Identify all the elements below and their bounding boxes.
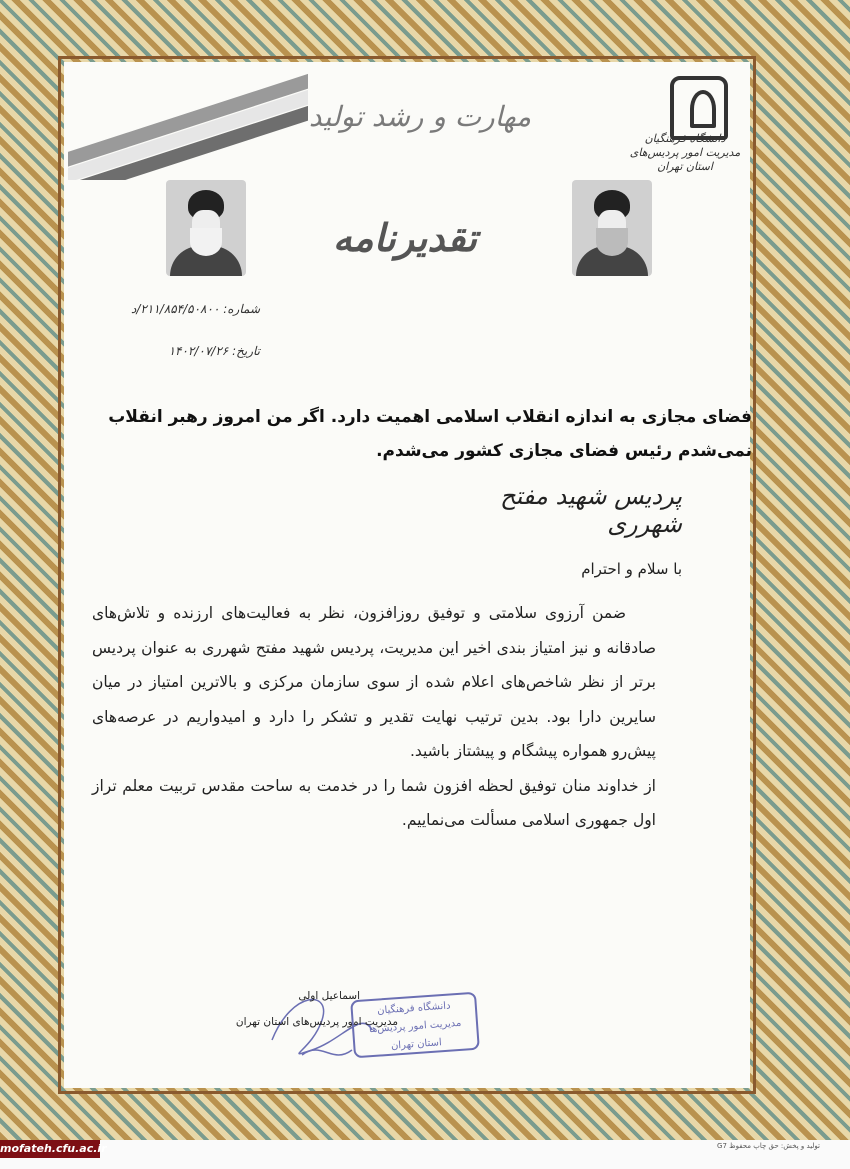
number-label: شماره: (223, 302, 260, 316)
greeting: با سلام و احترام (581, 560, 682, 578)
stamp-line-2: مدیریت امور پردیس‌ها (368, 1017, 462, 1036)
date-value: ۱۴۰۲/۰۷/۲۶ (168, 344, 229, 358)
portrait-left (166, 180, 246, 276)
footer-note: تولید و پخش: حق چاپ محفوظ G7 (717, 1142, 820, 1150)
letter-body (92, 596, 656, 838)
university-logo-icon (670, 76, 728, 140)
recipient-name: پردیس شهید مفتح شهرری (500, 482, 682, 538)
body-paragraph-2: از خداوند منان توفیق لحظه افزون شما را در خدمت به ساحت مقدس تربیت معلم تراز اول جمهوری اسلامی مسألت می‌نماییم. (92, 776, 656, 829)
headline-quote: فضای مجازی به اندازه انقلاب اسلامی اهمیت دارد. اگر من امروز رهبر انقلاب نمی‌شدم رئیس فضای مجازی کشور می‌شدم. (108, 407, 752, 461)
certificate-title: تقدیرنامه (332, 215, 478, 260)
portrait-right (572, 180, 652, 276)
org-line-3: استان تهران (657, 160, 713, 173)
body-paragraph-1: ضمن آرزوی سلامتی و توفیق روزافزون، نظر به فعالیت‌های ارزنده و تلاش‌های صادقانه و نیز امتیاز بندی اخیر این مدیریت، پردیس شهید مفتح شهرری به عنوان پردیس برتر از نظر شاخص‌های اعلام شده از سوی سازمان مرکزی و بالاترین امتیاز در میان سایرین دارا بود. بدین ترتیب نهایت تقدیر و تشکر را دارد و امیدواریم در عرصه‌های پیش‌رو همواره پیشگام و پیشتاز باشید. (92, 604, 656, 760)
letter-number (100, 302, 260, 316)
stamp-line-3: استان تهران (390, 1037, 443, 1052)
org-line-1: دانشگاه فرهنگیان (644, 132, 726, 145)
signer-name: اسماعیل اولی (298, 990, 360, 1002)
iran-flag-ribbon (68, 70, 308, 180)
organization-name (620, 132, 750, 174)
date-label: تاریخ: (232, 344, 260, 358)
site-badge[interactable]: mofateh.cfu.ac.ir (0, 1140, 100, 1158)
number-value: ۲۱۱/۸۵۴/۵۰۸۰۰/د (131, 302, 220, 316)
official-stamp (350, 992, 480, 1059)
org-line-2: مدیریت امور پردیس‌های (629, 146, 741, 159)
motto-text: مهارت و رشد تولید (308, 100, 532, 133)
signer-title: مدیریت امور پردیس‌های استان تهران (235, 1016, 398, 1028)
letter-date (100, 344, 260, 358)
stamp-line-1: دانشگاه فرهنگیان (376, 1000, 451, 1017)
